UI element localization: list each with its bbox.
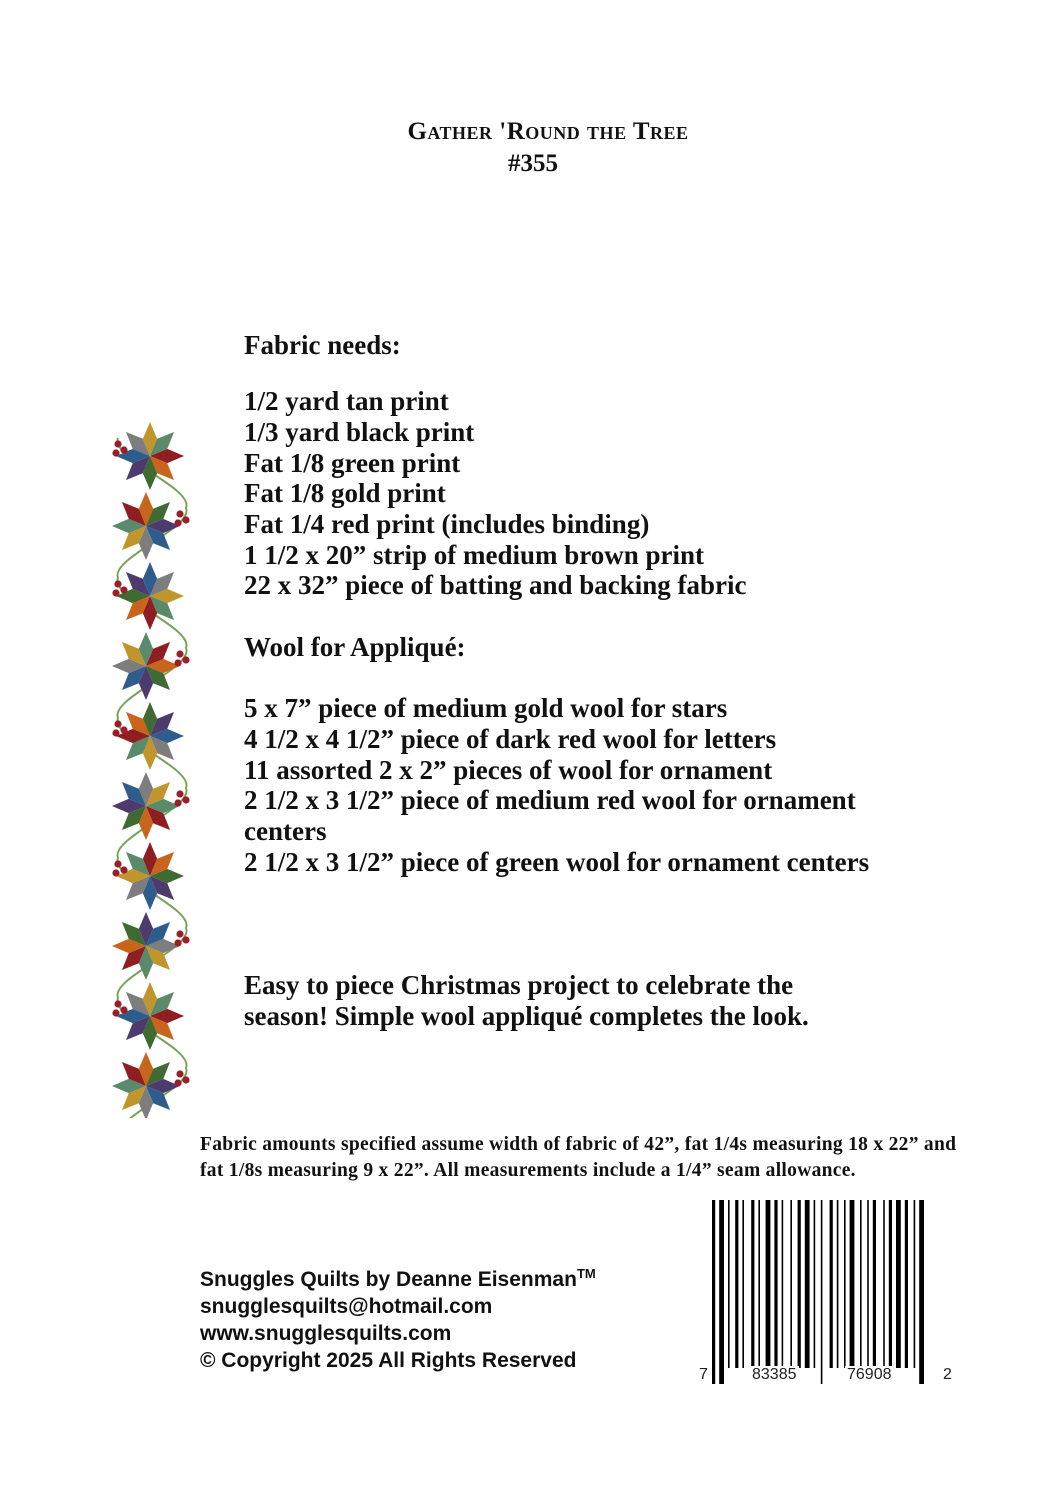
lemoyne-star xyxy=(116,562,184,630)
barcode-bar xyxy=(905,1200,908,1368)
berry xyxy=(174,659,181,666)
barcode-bar xyxy=(821,1200,823,1384)
pattern-number: #355 xyxy=(508,150,558,177)
lemoyne-star xyxy=(112,1052,180,1118)
barcode-bar xyxy=(919,1200,924,1384)
barcode-bar xyxy=(837,1200,839,1368)
berry xyxy=(174,519,181,526)
lemoyne-star xyxy=(112,632,180,700)
berry xyxy=(120,866,127,873)
website-url: www.snugglesquilts.com xyxy=(200,1322,452,1345)
berry xyxy=(120,1006,127,1013)
fabric-note: Fabric amounts specified assume width of fabric of 42”, fat 1/4s measuring 18 x 22” and fat 1/8s measuring 9 x 22”. All measurements include a 1/4” seam allowance. xyxy=(200,1134,957,1181)
berry xyxy=(182,656,189,663)
barcode-bar xyxy=(782,1200,784,1368)
barcode-bar xyxy=(889,1200,892,1368)
berry xyxy=(112,729,119,736)
barcode-bar xyxy=(883,1200,885,1368)
barcode-bar xyxy=(774,1200,777,1368)
list-item: 1/2 yard tan print xyxy=(244,386,449,416)
berry xyxy=(176,650,183,657)
berry xyxy=(174,939,181,946)
berry xyxy=(174,1079,181,1086)
berry xyxy=(120,586,127,593)
contact-block xyxy=(200,1260,596,1374)
pattern-title: Gather 'Round the Tree xyxy=(407,118,689,145)
company-label: Snuggles Quilts by Deanne Eisenman xyxy=(200,1268,577,1291)
trademark-mark: TM xyxy=(576,1266,596,1281)
barcode-digit-lead: 7 xyxy=(699,1366,708,1383)
list-item: 11 assorted 2 x 2” pieces of wool for ornament xyxy=(244,755,773,785)
barcode-digit-check: 2 xyxy=(943,1366,952,1383)
lemoyne-star xyxy=(112,772,180,840)
list-item: 2 1/2 x 3 1/2” piece of green wool for ornament centers xyxy=(244,847,870,877)
star-border-illustration xyxy=(104,418,200,1118)
wool-heading: Wool for Appliqué: xyxy=(244,632,466,662)
barcode-bar xyxy=(712,1200,715,1384)
list-item: 2 1/2 x 3 1/2” piece of medium red wool for ornament xyxy=(244,785,856,815)
berry xyxy=(182,796,189,803)
berry xyxy=(182,936,189,943)
list-item: centers xyxy=(244,816,327,846)
berry xyxy=(114,860,121,867)
berry xyxy=(114,1000,121,1007)
berry xyxy=(176,1070,183,1077)
list-item: Fat 1/8 gold print xyxy=(244,478,446,508)
berry xyxy=(182,1076,189,1083)
barcode-bar xyxy=(751,1200,754,1368)
berry xyxy=(120,726,127,733)
lemoyne-star xyxy=(116,422,184,490)
lemoyne-star xyxy=(112,912,180,980)
barcode-digits-left: 83385 xyxy=(752,1366,797,1383)
blurb-line: Easy to piece Christmas project to celebrate the xyxy=(244,970,794,1000)
barcode-bar xyxy=(790,1200,792,1368)
lemoyne-star xyxy=(112,492,180,560)
barcode-bar xyxy=(914,1200,916,1368)
barcode-bar xyxy=(896,1200,901,1368)
list-item: 4 1/2 x 4 1/2” piece of dark red wool for letters xyxy=(244,724,777,754)
barcode-bar xyxy=(735,1200,738,1368)
list-item: Fat 1/4 red print (includes binding) xyxy=(244,509,650,539)
berry xyxy=(114,720,121,727)
lemoyne-star xyxy=(116,982,184,1050)
list-item: 5 x 7” piece of medium gold wool for stars xyxy=(244,693,728,723)
barcode-bar xyxy=(805,1200,810,1368)
barcode-bar xyxy=(850,1200,855,1368)
barcode-bar xyxy=(758,1200,760,1368)
barcode-bar xyxy=(867,1200,869,1368)
list-item: 1 1/2 x 20” strip of medium brown print xyxy=(244,540,705,570)
barcode-digits-right: 76908 xyxy=(847,1366,892,1383)
list-item: 1/3 yard black print xyxy=(244,417,475,447)
berry xyxy=(176,510,183,517)
barcode-bar xyxy=(873,1200,876,1368)
berry xyxy=(182,516,189,523)
berry xyxy=(120,446,127,453)
barcode-image xyxy=(706,1198,944,1388)
barcode-bar xyxy=(860,1200,862,1368)
company-name xyxy=(200,1260,596,1293)
list-item: Fat 1/8 green print xyxy=(244,448,461,478)
barcode-bar xyxy=(814,1200,816,1368)
lemoyne-star xyxy=(116,702,184,770)
fabric-heading: Fabric needs: xyxy=(244,330,401,360)
barcode-bar xyxy=(728,1200,730,1368)
barcode-bar xyxy=(742,1200,744,1368)
list-item: 22 x 32” piece of batting and backing fabric xyxy=(244,570,747,600)
berry xyxy=(112,869,119,876)
berry xyxy=(114,580,121,587)
berry xyxy=(112,449,119,456)
barcode-bar xyxy=(766,1200,771,1368)
barcode-bar xyxy=(830,1200,833,1368)
berry xyxy=(176,790,183,797)
berry xyxy=(112,1009,119,1016)
berry xyxy=(176,930,183,937)
berry xyxy=(112,589,119,596)
berry xyxy=(114,440,121,447)
barcode-bar xyxy=(798,1200,801,1368)
copyright-line: © Copyright 2025 All Rights Reserved xyxy=(200,1349,577,1372)
barcode-bar xyxy=(844,1200,846,1368)
blurb-line: season! Simple wool appliqué completes the look. xyxy=(244,1001,809,1031)
berry xyxy=(174,799,181,806)
barcode-bar xyxy=(719,1200,724,1384)
lemoyne-star xyxy=(116,842,184,910)
email-address: snugglesquilts@hotmail.com xyxy=(200,1295,493,1318)
